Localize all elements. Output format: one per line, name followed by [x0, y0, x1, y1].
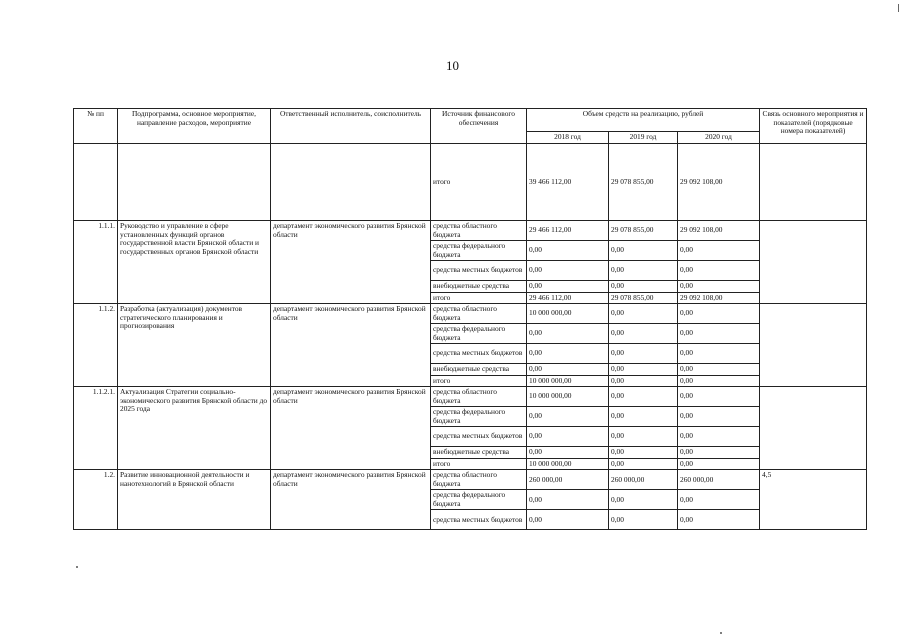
amount-2020: 0,00 [678, 375, 760, 387]
top-total-2018: 39 466 112,00 [527, 144, 609, 221]
amount-2020: 0,00 [678, 281, 760, 293]
header-volume: Объем средств на реализацию, рублей [527, 109, 760, 132]
top-total-2019: 29 078 855,00 [609, 144, 678, 221]
cell-empty [760, 144, 867, 221]
amount-2020: 29 092 108,00 [678, 221, 760, 241]
funding-source: внебюджетные средства [431, 364, 527, 376]
section-name: Руководство и управление в сфере установленных функций органов государственной власти Брянской области и государственных органов Брянской области [118, 221, 271, 304]
funding-source: средства областного бюджета [431, 221, 527, 241]
scan-speck [720, 632, 722, 634]
amount-2018: 0,00 [527, 427, 609, 447]
section-executor: департамент экономического развития Брянской области [271, 387, 431, 470]
indicator-link [760, 221, 867, 304]
top-total-label: итого [431, 144, 527, 221]
amount-2020: 0,00 [678, 427, 760, 447]
header-executor: Ответственный исполнитель, соисполнитель [271, 109, 431, 144]
amount-2018: 0,00 [527, 490, 609, 510]
amount-2018: 29 466 112,00 [527, 292, 609, 304]
page-number: 10 [446, 58, 459, 73]
funding-source: средства областного бюджета [431, 387, 527, 407]
budget-table [73, 108, 867, 530]
indicator-link [760, 304, 867, 387]
section-executor: департамент экономического развития Брянской области [271, 221, 431, 304]
header-program: Подпрограмма, основное мероприятие, направление расходов, мероприятие [118, 109, 271, 144]
header-num: № пп [74, 109, 118, 144]
amount-2019: 0,00 [609, 447, 678, 459]
amount-2019: 0,00 [609, 427, 678, 447]
section-executor: департамент экономического развития Брянской области [271, 470, 431, 530]
header-source: Источник финансового обеспечения [431, 109, 527, 144]
amount-2019: 260 000,00 [609, 470, 678, 490]
section-executor: департамент экономического развития Брянской области [271, 304, 431, 387]
amount-2020: 0,00 [678, 490, 760, 510]
funding-source: средства федерального бюджета [431, 241, 527, 261]
funding-source: средства федерального бюджета [431, 324, 527, 344]
section-name: Разработка (актуализация) документов стратегического планирования и прогнозирования [118, 304, 271, 387]
funding-source: средства местных бюджетов [431, 510, 527, 530]
header-year-2020: 2020 год [678, 132, 760, 144]
amount-2018: 0,00 [527, 344, 609, 364]
top-total-row [74, 144, 867, 221]
amount-2020: 0,00 [678, 387, 760, 407]
funding-source: внебюджетные средства [431, 281, 527, 293]
table-row [74, 221, 867, 241]
amount-2020: 260 000,00 [678, 470, 760, 490]
amount-2020: 0,00 [678, 344, 760, 364]
amount-2019: 0,00 [609, 241, 678, 261]
scan-speck [76, 566, 78, 568]
funding-source: средства местных бюджетов [431, 344, 527, 364]
header-year-2019: 2019 год [609, 132, 678, 144]
amount-2020: 0,00 [678, 364, 760, 376]
amount-2020: 0,00 [678, 407, 760, 427]
funding-source: средства областного бюджета [431, 470, 527, 490]
amount-2018: 0,00 [527, 510, 609, 530]
amount-2019: 29 078 855,00 [609, 221, 678, 241]
amount-2019: 0,00 [609, 344, 678, 364]
top-total-2020: 29 092 108,00 [678, 144, 760, 221]
amount-2020: 0,00 [678, 304, 760, 324]
amount-2019: 0,00 [609, 375, 678, 387]
funding-source: средства местных бюджетов [431, 261, 527, 281]
amount-2018: 0,00 [527, 281, 609, 293]
section-number: 1.1.1. [74, 221, 118, 304]
section-name: Развитие инновационной деятельности и нанотехнологий в Брянской области [118, 470, 271, 530]
funding-source: внебюджетные средства [431, 447, 527, 459]
table-row [74, 470, 867, 490]
amount-2020: 0,00 [678, 510, 760, 530]
funding-source: итого [431, 375, 527, 387]
amount-2019: 0,00 [609, 281, 678, 293]
funding-source: средства местных бюджетов [431, 427, 527, 447]
header-link: Связь основного мероприятия и показателей (порядковые номера показателей) [760, 109, 867, 144]
section-number: 1.2. [74, 470, 118, 530]
amount-2020: 0,00 [678, 261, 760, 281]
amount-2019: 0,00 [609, 490, 678, 510]
amount-2018: 10 000 000,00 [527, 375, 609, 387]
amount-2020: 0,00 [678, 447, 760, 459]
table-header-row [74, 109, 867, 132]
header-year-2018: 2018 год [527, 132, 609, 144]
table-row [74, 304, 867, 324]
amount-2019: 29 078 855,00 [609, 292, 678, 304]
amount-2018: 0,00 [527, 364, 609, 376]
amount-2018: 0,00 [527, 241, 609, 261]
amount-2019: 0,00 [609, 510, 678, 530]
amount-2020: 0,00 [678, 458, 760, 470]
indicator-link [760, 387, 867, 470]
amount-2018: 0,00 [527, 447, 609, 459]
amount-2019: 0,00 [609, 324, 678, 344]
cell-empty [271, 144, 431, 221]
funding-source: итого [431, 458, 527, 470]
amount-2018: 29 466 112,00 [527, 221, 609, 241]
section-number: 1.1.2.1. [74, 387, 118, 470]
funding-source: итого [431, 292, 527, 304]
amount-2018: 10 000 000,00 [527, 304, 609, 324]
cell-empty [74, 144, 118, 221]
scan-edge-mark [898, 4, 899, 12]
amount-2019: 0,00 [609, 458, 678, 470]
amount-2020: 0,00 [678, 241, 760, 261]
funding-source: средства областного бюджета [431, 304, 527, 324]
amount-2019: 0,00 [609, 364, 678, 376]
amount-2018: 10 000 000,00 [527, 458, 609, 470]
amount-2019: 0,00 [609, 261, 678, 281]
funding-source: средства федерального бюджета [431, 407, 527, 427]
table-row [74, 387, 867, 407]
amount-2018: 260 000,00 [527, 470, 609, 490]
amount-2018: 0,00 [527, 407, 609, 427]
table-body [74, 144, 867, 530]
amount-2018: 0,00 [527, 261, 609, 281]
funding-source: средства федерального бюджета [431, 490, 527, 510]
amount-2018: 10 000 000,00 [527, 387, 609, 407]
amount-2020: 29 092 108,00 [678, 292, 760, 304]
amount-2019: 0,00 [609, 407, 678, 427]
section-number: 1.1.2. [74, 304, 118, 387]
amount-2019: 0,00 [609, 304, 678, 324]
amount-2018: 0,00 [527, 324, 609, 344]
amount-2019: 0,00 [609, 387, 678, 407]
section-name: Актуализация Стратегии социально-экономического развития Брянской области до 2025 года [118, 387, 271, 470]
amount-2020: 0,00 [678, 324, 760, 344]
cell-empty [118, 144, 271, 221]
indicator-link: 4,5 [760, 470, 867, 530]
